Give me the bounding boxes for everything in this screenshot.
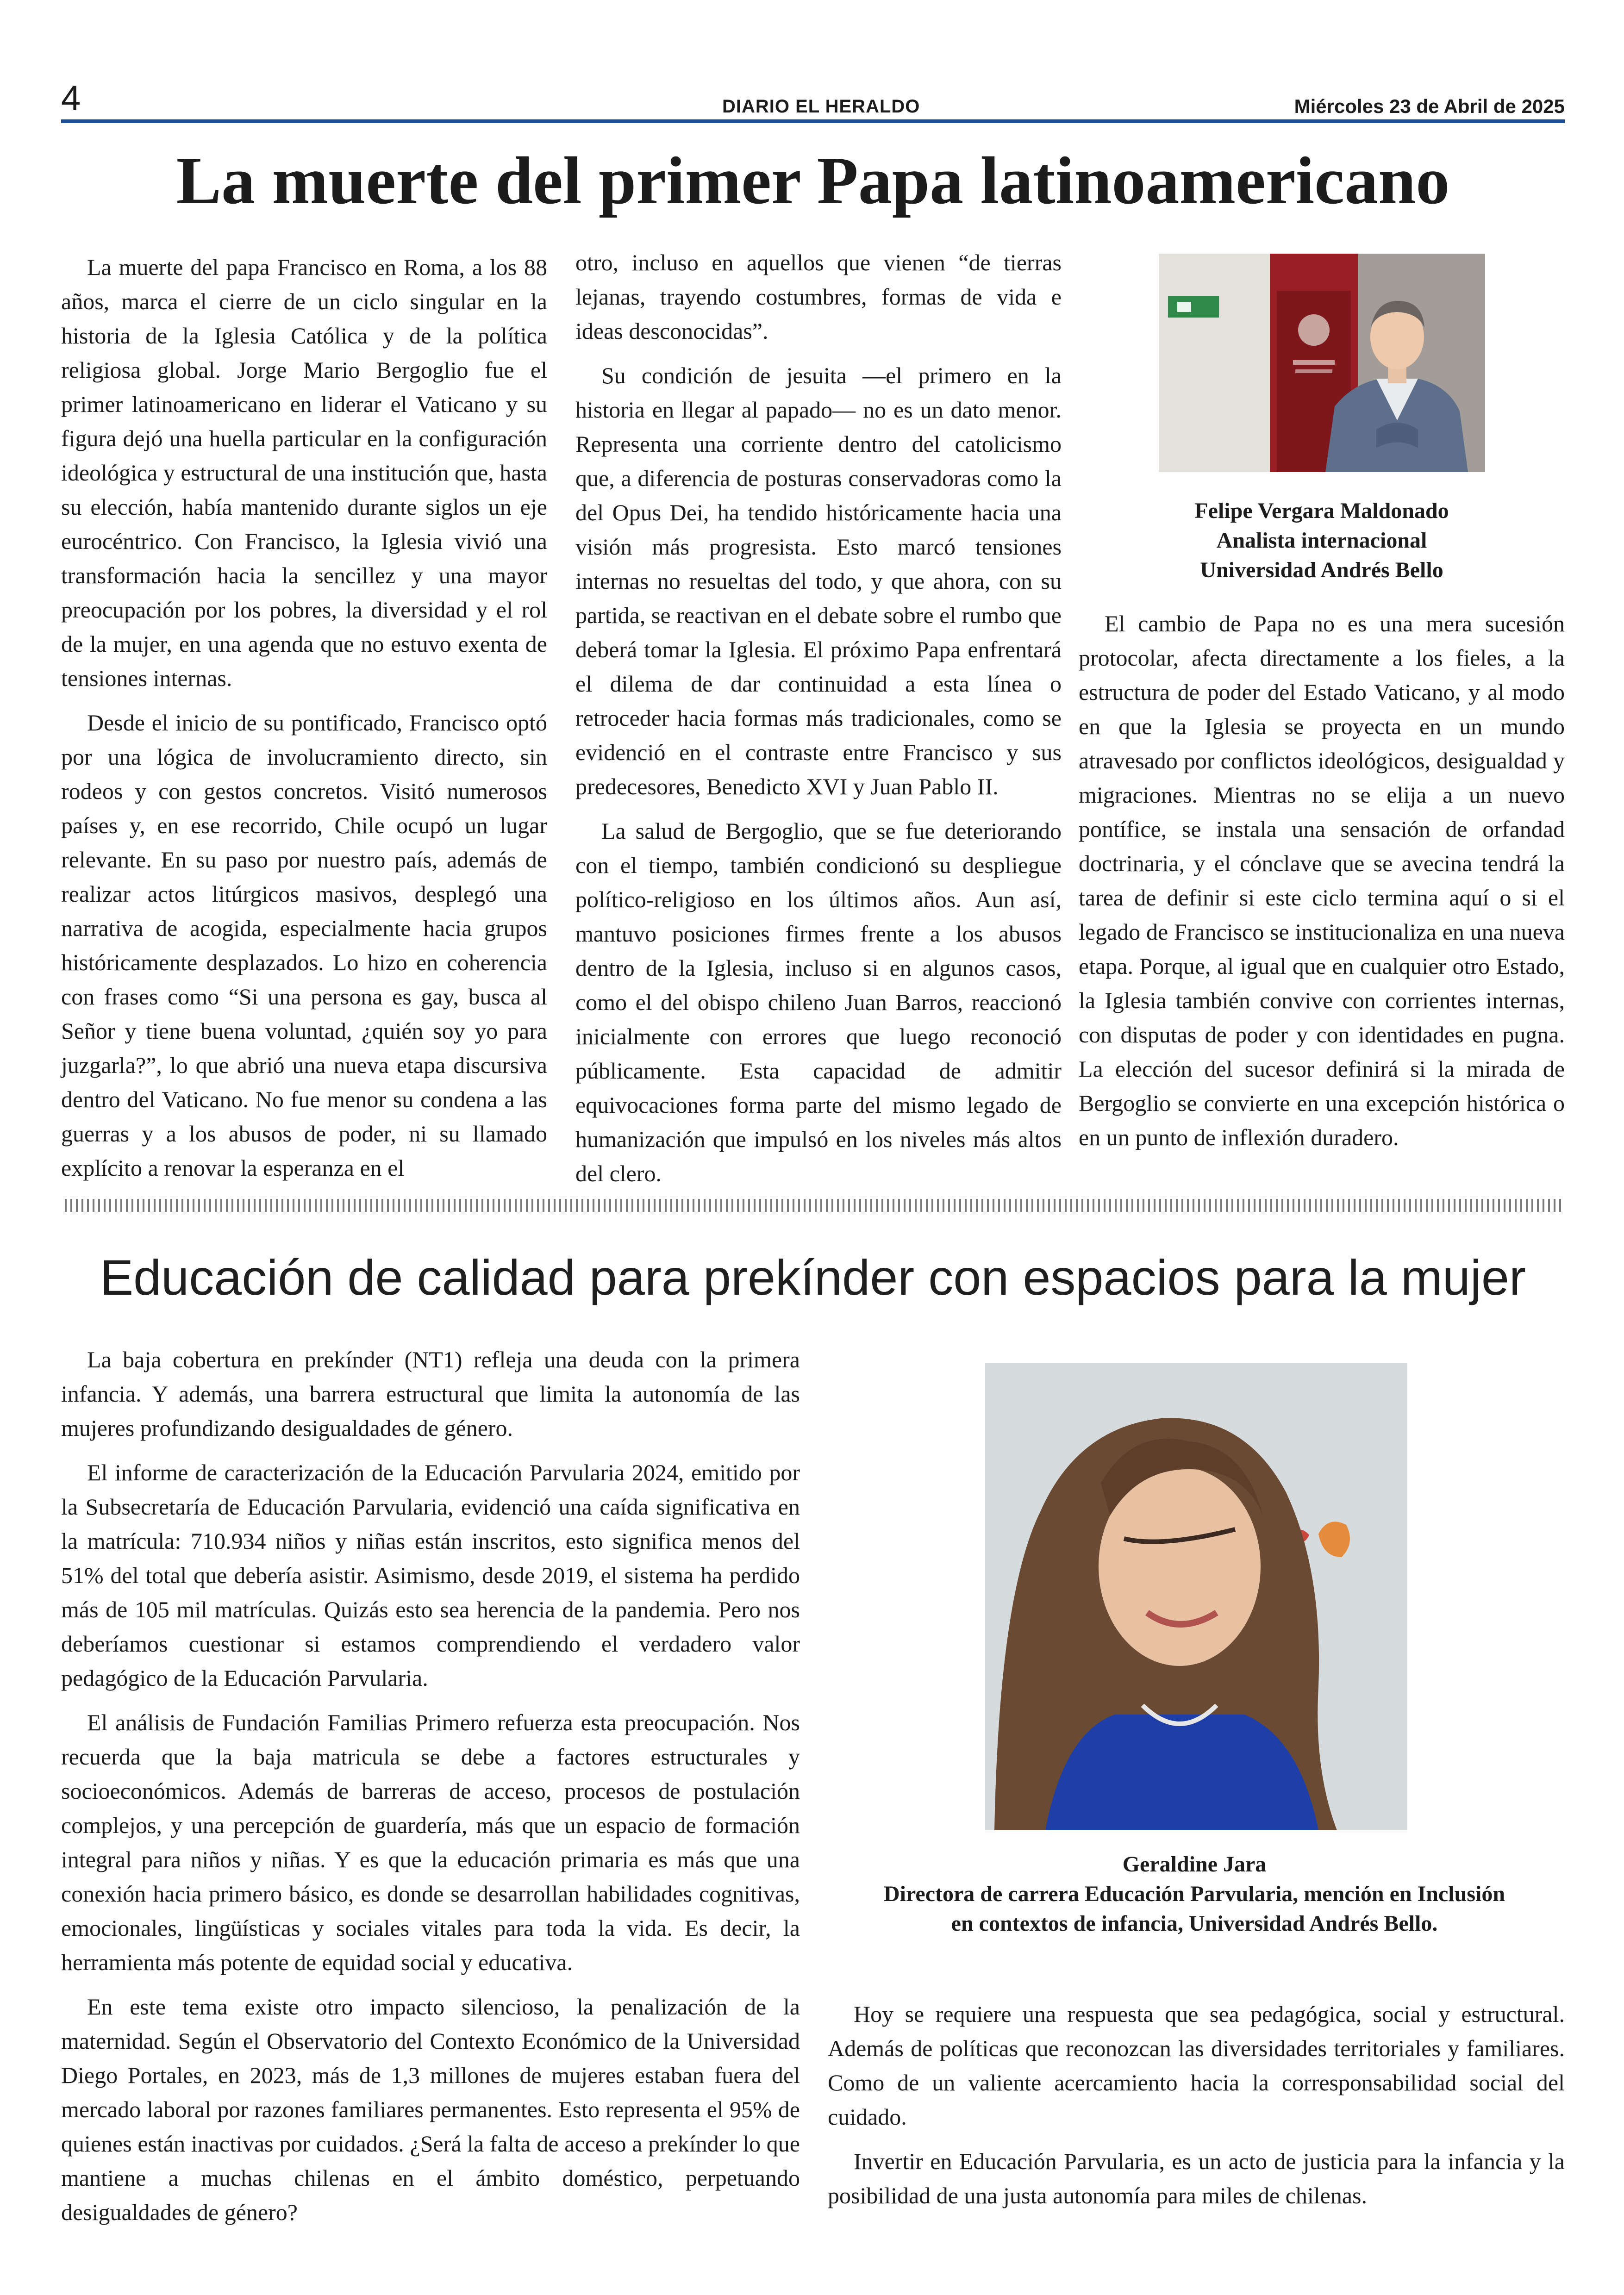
article1-author-caption <box>1079 496 1565 585</box>
paragraph: La baja cobertura en prekínder (NT1) refleja una deuda con la primera infancia. Y además, una barrera estructural que limita la autonomía de las mujeres profundizando desigualdades de género. <box>61 1347 800 1441</box>
article1-column-1 <box>61 250 547 1195</box>
page-number: 4 <box>61 79 81 118</box>
author-photo-geraldine-jara <box>985 1363 1407 1830</box>
article2-author-caption <box>824 1850 1565 1939</box>
section-divider <box>65 1199 1563 1212</box>
paragraph: otro, incluso en aquellos que vienen “de tierras lejanas, trayendo costumbres, formas de vida e ideas desconocidas”. <box>575 249 1062 344</box>
paragraph: Desde el inicio de su pontificado, Francisco optó por una lógica de involucramiento directo, sin rodeos y con gestos concretos. Visitó numerosos países y, en ese recorrido, Chile ocupó un lugar relevante. En su paso por nuestro país, además de realizar actos litúrgicos masivos, desplegó una narrativa de acogida, especialmente hacia grupos históricamente desplazados. Lo hizo en coherencia con frases como “Si una persona es gay, busca al Señor y tiene buena voluntad, ¿quién soy yo para juzgarla?”, lo que abrió una nueva etapa discursiva dentro del Vaticano. No fue menor su condena a las guerras y a los abusos de poder, ni su llamado explícito a renovar la esperanza en el <box>61 710 547 1181</box>
article1-column-3 <box>1079 606 1565 1165</box>
author-institution: Universidad Andrés Bello <box>1200 558 1443 582</box>
article2-column-1 <box>61 1342 800 2239</box>
paragraph: Invertir en Educación Parvularia, es un acto de justicia para la infancia y la posibilidad de una justa autonomía para miles de chilenas. <box>828 2148 1565 2208</box>
header-rule <box>61 119 1565 123</box>
newspaper-name: DIARIO EL HERALDO <box>722 96 920 117</box>
paragraph: En este tema existe otro impacto silencioso, la penalización de la maternidad. Según el Observatorio del Contexto Económico de la Universidad Diego Portales, en 2023, más de 1,3 millones de mujeres estaban fuera del mercado laboral por razones familiares permanentes. Esto representa el 95% de quienes están inactivas por cuidados. ¿Será la falta de acceso a prekínder lo que mantiene a muchas chilenas en el ámbito doméstico, perpetuando desigualdades de género? <box>61 1994 800 2225</box>
article1-headline: La muerte del primer Papa latinoamericano <box>176 143 1450 218</box>
article2-column-2 <box>828 1997 1565 2223</box>
author-portrait-image <box>1159 254 1485 472</box>
issue-date: Miércoles 23 de Abril de 2025 <box>1294 95 1565 117</box>
author-role-continued: en contextos de infancia, Universidad Andrés Bello. <box>951 1911 1438 1936</box>
author-role: Directora de carrera Educación Parvularia, mención en Inclusión <box>883 1882 1505 1906</box>
paragraph: Su condición de jesuita —el primero en la historia en llegar al papado— no es un dato menor. Representa una corriente dentro del catolicismo que, a diferencia de posturas conservadoras como la del Opus Dei, ha tendido históricamente hacia una visión más progresista. Esto marcó tensiones internas no resueltas del todo, y que ahora, con su partida, se reactivan en el debate sobre el rumbo que deberá tomar la Iglesia. El próximo Papa enfrentará el dilema de dar continuidad a esta línea o retroceder hacia formas más tradicionales, como se evidenció en el contraste entre Francisco y sus predecesores, Benedicto XVI y Juan Pablo II. <box>575 362 1062 799</box>
author-role: Analista internacional <box>1216 528 1427 553</box>
paragraph: El informe de caracterización de la Educación Parvularia 2024, emitido por la Subsecretaría de Educación Parvularia, evidenció una caída significativa en la matrícula: 710.934 niños y niñas están inscritos, esto significa menos del 51% del total que debería asistir. Asimismo, desde 2019, el sistema ha perdido más de 105 mil matrículas. Quizás esto sea herencia de la pandemia. Pero nos deberíamos cuestionar si estamos comprendiendo el verdadero valor pedagógico de la Educación Parvularia. <box>61 1459 800 1691</box>
paragraph: Hoy se requiere una respuesta que sea pedagógica, social y estructural. Además de políticas que reconozcan las diversidades territoriales y familiares. Como de un valiente acercamiento hacia la corresponsabilidad social del cuidado. <box>828 2001 1565 2130</box>
paragraph: La muerte del papa Francisco en Roma, a los 88 años, marca el cierre de un ciclo singular en la historia de la Iglesia Católica y de la política religiosa global. Jorge Mario Bergoglio fue el primer latinoamericano en liderar el Vaticano y su figura dejó una huella particular en la configuración ideológica y estructural de una institución que, hasta su elección, había mantenido durante siglos un eje eurocéntrico. Con Francisco, la Iglesia vivió una transformación hacia la sencillez y una mayor preocupación por los pobres, la diversidad y el rol de la mujer, en una agenda que no estuvo exenta de tensiones internas. <box>61 254 547 691</box>
author-name: Geraldine Jara <box>1122 1852 1267 1877</box>
paragraph: La salud de Bergoglio, que se fue deteriorando con el tiempo, también condicionó su despliegue político-religioso en los últimos años. Aun así, mantuvo posiciones firmes frente a los abusos dentro de la Iglesia, incluso si en algunos casos, como el del obispo chileno Juan Barros, reaccionó inicialmente con errores que luego reconoció públicamente. Esta capacidad de admitir equivocaciones forma parte del mismo legado de humanización que impulsó en los niveles más altos del clero. <box>575 818 1062 1186</box>
article1-column-2 <box>575 245 1062 1201</box>
author-photo-felipe-vergara <box>1159 254 1485 472</box>
author-name: Felipe Vergara Maldonado <box>1194 499 1449 523</box>
author-portrait-image <box>985 1363 1407 1830</box>
paragraph: El cambio de Papa no es una mera sucesión protocolar, afecta directamente a los fieles, a la estructura de poder del Estado Vaticano, y al modo en que la Iglesia se proyecta en un mundo atravesado por conflictos ideológicos, desigualdad y migraciones. Mientras no se elija a un nuevo pontífice, se instala una sensación de orfandad doctrinaria, y el cónclave que se avecina tendrá la tarea de definir si este ciclo termina aquí o si el legado de Francisco se institucionaliza en una nueva etapa. Porque, al igual que en cualquier otro Estado, la Iglesia también convive con corrientes internas, con disputas de poder y con identidades en pugna. La elección del sucesor definirá si la mirada de Bergoglio se convierte en una excepción histórica o en un punto de inflexión duradero. <box>1079 611 1565 1150</box>
article2-headline: Educación de calidad para prekínder con espacios para la mujer <box>100 1249 1526 1305</box>
paragraph: El análisis de Fundación Familias Primero refuerza esta preocupación. Nos recuerda que la baja matricula se debe a factores estructurales y socioeconómicos. Además de barreras de acceso, procesos de postulación complejos, y una percepción de guardería, más que un espacio de formación integral para niños y niñas. Y es que la educación primaria es más que una conexión hacia primero básico, es donde se desarrollan habilidades cognitivas, emocionales, lingüísticas y sociales vitales para toda la vida. Es decir, la herramienta más potente de equidad social y educativa. <box>61 1709 800 1975</box>
